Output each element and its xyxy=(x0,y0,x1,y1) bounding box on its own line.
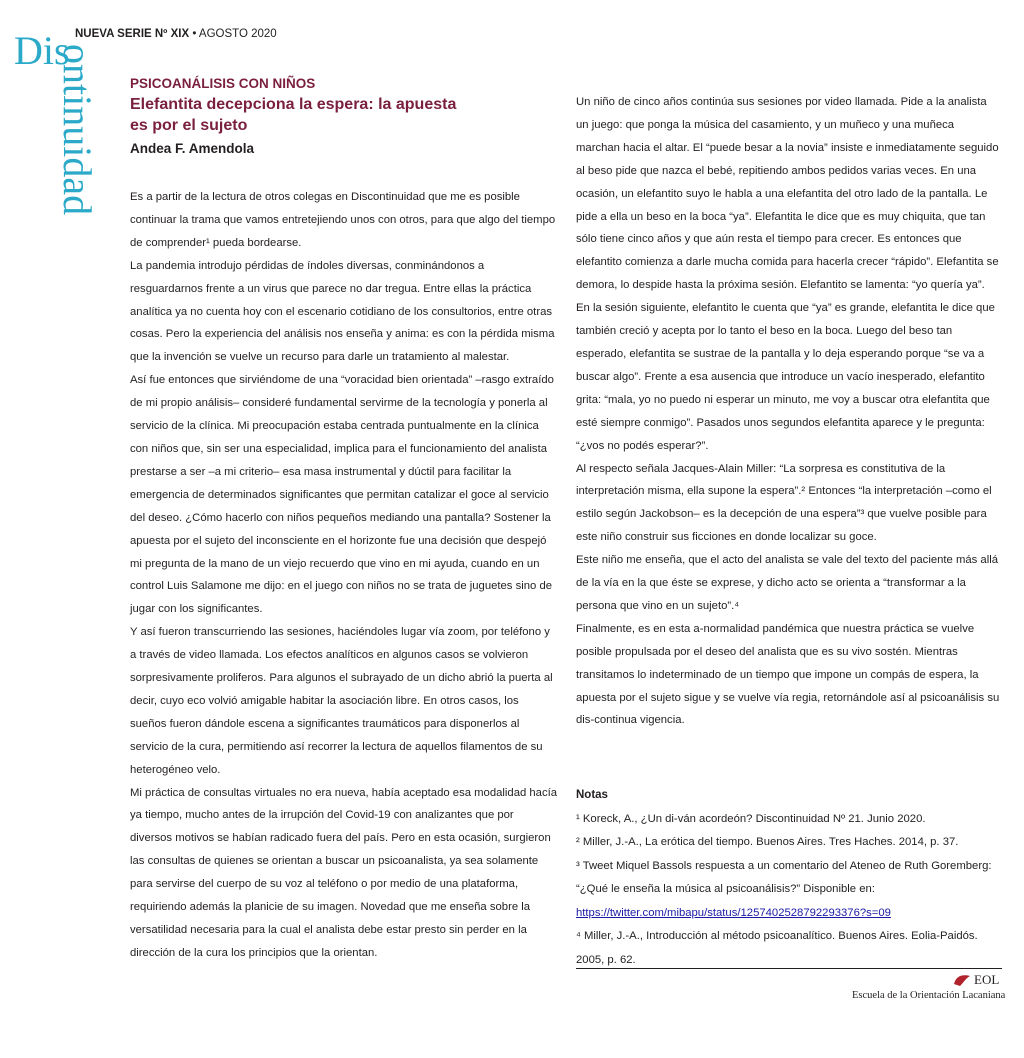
article-title: Elefantita decepciona la espera: la apuesta es por el sujeto xyxy=(130,96,457,134)
paragraph: La pandemia introdujo pérdidas de índoles diversas, conminándonos a resguardarnos frente a un virus que parece no dar tregua. Entre ellas la práctica analítica ya no cuenta hoy con el escenario cotidiano de los consultorios, entre otras cosas. Pero la experiencia del análisis nos enseña y anima: es con la pérdida misma que la invención se vuelve un recurso para darle un tratamiento al malestar. xyxy=(130,259,555,364)
footnote: ⁴ Miller, J.-A., Introducción al método psicoanalítico. Buenos Aires. Eolia-Paidós. 2005, p. 62. xyxy=(576,930,978,966)
section-label: PSICOANÁLISIS CON NIÑOS xyxy=(130,76,316,91)
paragraph: Un niño de cinco años continúa sus sesiones por video llamada. Pide a la analista un juego: que ponga la música del casamiento, y un muñeco y una muñeca marchan hacia el altar. El “puede besar a la novia” insiste e inmediatamente seguido al beso pide que nazca el bebé, repitiendo ambos pedidos varias veces. En una ocasión, un elefantito suyo le habla a una elefantita del otro lado de la pantalla. Le pide a ella un beso en la boca “ya”. Elefantita le dice que es muy chiquita, que tan sólo tiene cinco años y que aún resta el tiempo para crecer. Es entonces que elefantito comienza a darle mucha comida para hacerla crecer “rápido”. Elefantita se demora, lo despide hasta la próxima sesión. Elefantito se lamenta: “yo quería ya”. xyxy=(576,96,999,292)
paragraph: En la sesión siguiente, elefantito le cuenta que “ya” es grande, elefantita le dice que también creció y acepta por lo tanto el beso en la boca. Luego del beso tan esperado, elefantita se sustrae de la pantalla y lo deja esperando porque “se va a buscar algo”. Frente a esa ausencia que introduce un vacío inesperado, elefantito grita: “mala, yo no puedo ni esperar un minuto, me voy a buscar otra elefantita que esté siempre conmigo”. Pasados unos segundos elefantita aparece y le pregunta: “¿vos no podés esperar?”. xyxy=(576,302,995,452)
paragraph: Al respecto señala Jacques-Alain Miller: “La sorpresa es constitutiva de la interpretación misma, ella supone la espera”.² Entonces “la interpretación –como el estilo según Jackobson– es la decepción de una espera”³ que vuelve posible para este niño construir sus ficciones en donde localizar su goce. xyxy=(576,462,992,544)
article-author: Andea F. Amendola xyxy=(130,141,255,156)
eol-emblem-icon xyxy=(952,972,972,988)
svg-text:Dis: Dis xyxy=(14,28,70,73)
paragraph: Finalmente, es en esta a-normalidad pandémica que nuestra práctica se vuelve posible propulsada por el deseo del analista que es su vivo sostén. Mientras transitamos lo indeterminado de un tiempo que impone un compás de espera, la apuesta por el sujeto sigue y se vuelve vía regia, retornándole así al psicoanálisis su dis-continua vigencia. xyxy=(576,622,1000,727)
right-column xyxy=(576,91,1000,732)
left-column xyxy=(130,186,558,965)
svg-text:ontinuidad: ontinuidad xyxy=(55,44,100,216)
footnote: ³ Tweet Miquel Bassols respuesta a un comentario del Ateneo de Ruth Goremberg: “¿Qué le enseña la música al psicoanálisis?” Disponible en: xyxy=(576,859,992,895)
paragraph: Este niño me enseña, que el acto del analista se vale del texto del paciente más allá de la vía en la que éste se exprese, y dicho acto se orienta a “transformar a la persona que vino en un sujeto”.⁴ xyxy=(576,554,999,612)
paragraph: Mi práctica de consultas virtuales no era nueva, había aceptado esa modalidad hacía ya tiempo, mucho antes de la irrupción del Covid-19 con analizantes que por diversos motivos se habían radicado fuera del país. Pero en esta ocasión, surgieron las consultas de quienes se orientan a buscar un psicoanalista, ya sea solamente para servirse del cuerpo de su voz al teléfono o por medio de una plataforma, requiriendo además la planicie de su imagen. Novedad que me enseña sobre la versatilidad necesaria para la cual el analista debe estar presto sin perder en la dirección de la cura los principios que la orientan. xyxy=(130,786,558,959)
discontinuidad-logo xyxy=(14,8,106,268)
footnote: ² Miller, J.-A., La erótica del tiempo. Buenos Aires. Tres Haches. 2014, p. 37. xyxy=(576,836,959,848)
issue-bullet: • xyxy=(192,28,197,40)
issue-date: AGOSTO 2020 xyxy=(198,28,277,40)
eol-logo xyxy=(852,972,1007,1012)
footnote: ¹ Koreck, A., ¿Un di-ván acordeón? Discontinuidad Nº 21. Junio 2020. xyxy=(576,812,926,825)
notes-heading: Notas xyxy=(576,789,608,801)
footnote-link[interactable]: https://twitter.com/mibapu/status/1257402528792293376?s=09 xyxy=(576,906,891,919)
issue-line xyxy=(75,28,277,40)
footer-divider xyxy=(576,968,1002,969)
issue-number: NUEVA SERIE Nº XIX xyxy=(75,28,190,40)
eol-school-name: Escuela de la Orientación Lacaniana xyxy=(852,990,1006,1001)
paragraph: Es a partir de la lectura de otros colegas en Discontinuidad que me es posible continuar la trama que vamos entretejiendo unos con otros, para que algo del tiempo de comprender¹ pueda bordearse. xyxy=(130,191,556,249)
paragraph: Y así fueron transcurriendo las sesiones, haciéndoles lugar vía zoom, por teléfono y a través de video llamada. Los efectos analíticos en algunos casos se volvieron sorpresivamente proliferos. Para algunos el subrayado de un dicho abrió la puerta al decir, cuyo eco volvió amigable habitar la asociación libre. En otros casos, los sueños fueron dándole escena a significantes traumáticos para disponerlos al servicio de la cura, permitiendo así recorrer la lectura de aquellos filamentos de su heterogéneo velo. xyxy=(130,626,553,776)
eol-name: EOL xyxy=(974,972,1000,987)
logo-graphic xyxy=(14,8,106,268)
footnotes xyxy=(576,784,1000,972)
paragraph: Así fue entonces que sirviéndome de una “voracidad bien orientada” –rasgo extraído de mi propio análisis– consideré fundamental servirme de la tecnología y ponerla al servicio de la clínica. Mi preocupación estaba centrada puntualmente en la clínica con niños que, sin ser una especialidad, implica para el funcionamiento del analista prestarse a ser –a mi criterio– esa masa instrumental y dúctil para facilitar la emergencia de determinados significantes que permitan catalizar el goce al servicio del deseo. ¿Cómo hacerlo con niños pequeños mediando una pantalla? Sostener la apuesta por el sujeto del inconsciente en el horizonte fue una decisión que despejó mi pregunta de la mano de un viejo recuerdo que vino en mi ayuda, cuando en un control Luis Salamone me dijo: en el juego con niños no se trata de juguetes sino de jugar con los significantes. xyxy=(130,374,554,616)
